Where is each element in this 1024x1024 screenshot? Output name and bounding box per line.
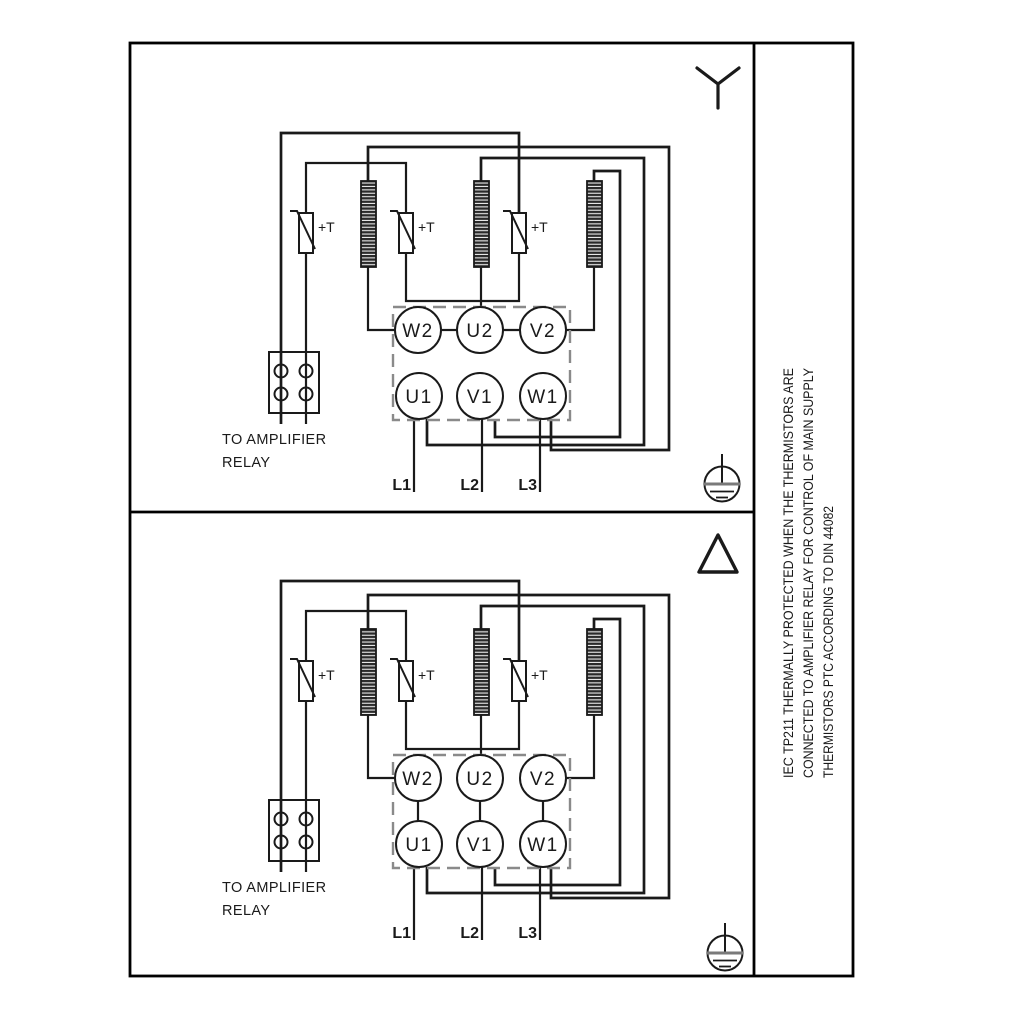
- supply-label-l1: L1: [392, 925, 411, 942]
- supply-label-l2: L2: [460, 477, 479, 494]
- side-note-line-1: IEC TP211 THERMALLY PROTECTED WHEN THE THERMISTORS ARE: [780, 318, 796, 778]
- winding-coil-w: [361, 629, 376, 715]
- supply-label-l3: L3: [518, 477, 537, 494]
- thermistor-label: +T: [531, 219, 548, 235]
- winding-coil-v: [587, 181, 602, 267]
- thermistor-diagonal: [390, 211, 415, 249]
- terminal-label-v2: V2: [529, 321, 557, 342]
- terminal-label-u1: U1: [405, 387, 433, 408]
- star-connection-icon: [697, 68, 739, 108]
- winding-coil-u: [474, 181, 489, 267]
- thermistor-label: +T: [318, 667, 335, 683]
- amplifier-relay-box: [222, 352, 326, 471]
- terminal-label-u2: U2: [466, 321, 494, 342]
- terminal-label-v1: V1: [466, 387, 494, 408]
- winding-coil-v: [587, 629, 602, 715]
- thermistors: [290, 659, 548, 701]
- terminal-board: [393, 307, 570, 420]
- thermistor-label: +T: [531, 667, 548, 683]
- amplifier-relay-box: [222, 800, 326, 919]
- terminal-label-w1: W1: [527, 387, 559, 408]
- relay-note-line1: TO AMPLIFIER: [222, 880, 327, 896]
- winding-coil-u: [474, 629, 489, 715]
- terminal-label-v1: V1: [466, 835, 494, 856]
- relay-box-outline: [269, 352, 319, 413]
- relay-note-line2: RELAY: [222, 903, 271, 919]
- delta-connection-icon: [699, 535, 737, 572]
- supply-label-l2: L2: [460, 925, 479, 942]
- terminal-label-u1: U1: [405, 835, 433, 856]
- terminal-label-w2: W2: [402, 769, 434, 790]
- thermistor-label: +T: [318, 219, 335, 235]
- winding-coil-w: [361, 181, 376, 267]
- thermistor-symbol-1: [290, 659, 335, 701]
- wire-thermistor1-thermistor2: [306, 611, 406, 661]
- thermistor-label: +T: [418, 667, 435, 683]
- thermistor-diagonal: [503, 659, 528, 697]
- relay-note-line2: RELAY: [222, 455, 271, 471]
- motor-windings: [361, 181, 602, 267]
- thermistor-diagonal: [503, 211, 528, 249]
- supply-label-l3: L3: [518, 925, 537, 942]
- side-note: [780, 315, 836, 778]
- motor-windings: [361, 629, 602, 715]
- thermistor-symbol-2: [390, 211, 435, 253]
- protective-earth-icon: [704, 454, 740, 502]
- wire-thermistor1-thermistor2: [306, 163, 406, 213]
- panel-star: [222, 68, 740, 502]
- wire-thermistor2-thermistor3: [406, 253, 519, 301]
- thermistor-symbol-2: [390, 659, 435, 701]
- wire-winding1-to-w2: [368, 267, 395, 330]
- thermistor-symbol-1: [290, 211, 335, 253]
- terminal-label-w1: W1: [527, 835, 559, 856]
- thermistor-diagonal: [290, 211, 315, 249]
- thermistors: [290, 211, 548, 253]
- supply-label-l1: L1: [392, 477, 411, 494]
- side-note-line-3: THERMISTORS PTC ACCORDING TO DIN 44082: [820, 462, 836, 778]
- panel-delta: [222, 535, 743, 971]
- side-note-line-2: CONNECTED TO AMPLIFIER RELAY FOR CONTROL OF MAIN SUPPLY: [800, 315, 816, 778]
- thermistor-symbol-3: [503, 211, 548, 253]
- relay-note-line1: TO AMPLIFIER: [222, 432, 327, 448]
- thermistor-label: +T: [418, 219, 435, 235]
- thermistor-diagonal: [390, 659, 415, 697]
- thermistor-diagonal: [290, 659, 315, 697]
- relay-box-outline: [269, 800, 319, 861]
- thermistor-symbol-3: [503, 659, 548, 701]
- terminal-label-v2: V2: [529, 769, 557, 790]
- terminal-label-w2: W2: [402, 321, 434, 342]
- wire-thermistor2-thermistor3: [406, 701, 519, 749]
- terminal-label-u2: U2: [466, 769, 494, 790]
- protective-earth-icon: [707, 923, 743, 971]
- wire-winding1-to-w2: [368, 715, 395, 778]
